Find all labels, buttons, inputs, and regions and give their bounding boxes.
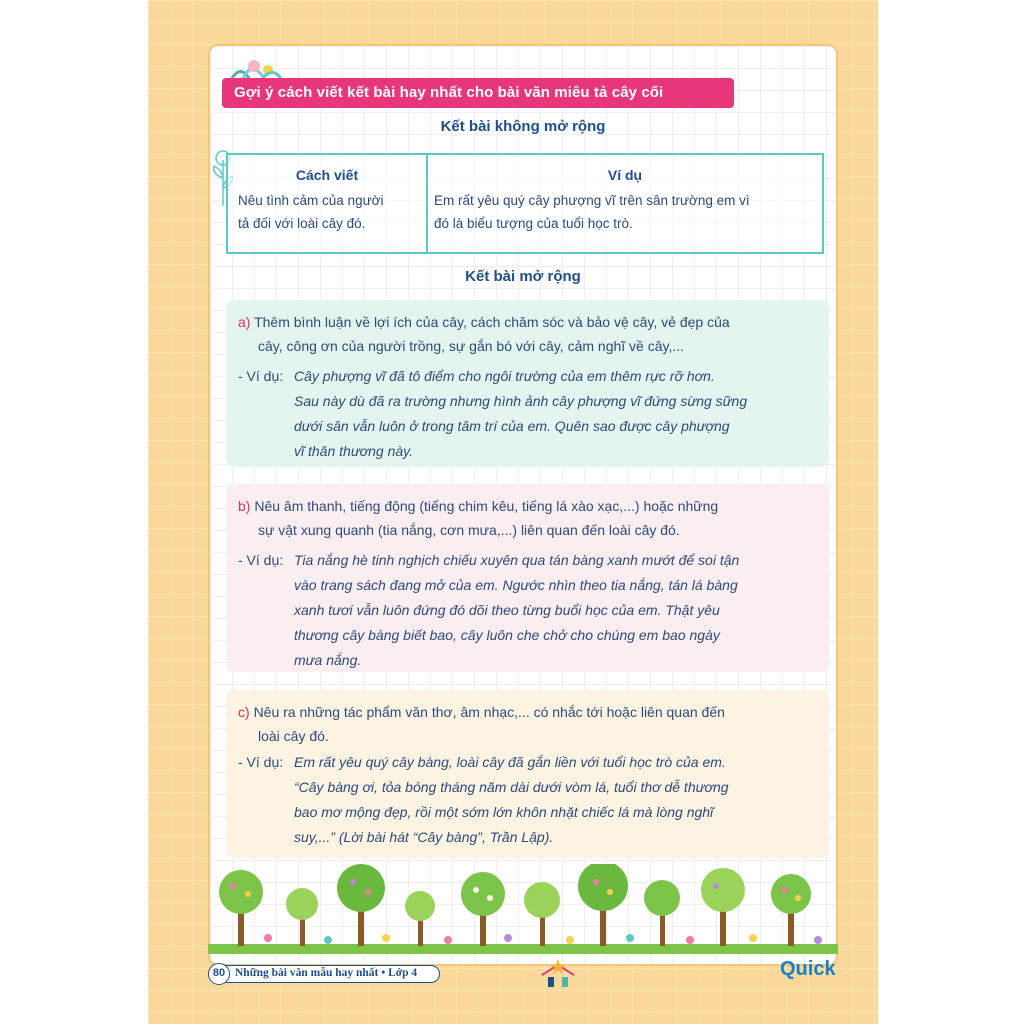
- example-line: vĩ thân thương này.: [294, 443, 414, 459]
- page-number: 80: [208, 963, 230, 985]
- method-line: tả đối với loài cây đó.: [238, 216, 366, 231]
- example-line: Em rất yêu quý cây phượng vĩ trên sân trường em vì: [434, 193, 750, 208]
- item-text: [238, 310, 815, 358]
- item-letter: b): [238, 498, 251, 514]
- example-row: [238, 548, 815, 673]
- star-icon: *: [716, 76, 722, 92]
- method-line: Nêu tình cảm của người: [238, 193, 384, 208]
- example-line: xanh tươi vẫn luôn đứng đó dõi theo từng buổi học của em. Thật yêu: [294, 602, 720, 618]
- item-text-line: Nêu âm thanh, tiếng động (tiếng chim kêu, tiếng lá xào xạc,...) hoặc những: [254, 498, 719, 514]
- page-title: Gợi ý cách viết kết bài hay nhất cho bài văn miêu tả cây cối: [222, 78, 734, 108]
- brand-logo-text: Quick: [780, 958, 836, 980]
- item-text-line: Thêm bình luận về lợi ích của cây, cách chăm sóc và bảo vệ cây, vẻ đẹp của: [254, 314, 730, 330]
- example-line: vào trang sách đang mở của em. Ngước nhìn theo tia nắng, tán lá bàng: [294, 577, 738, 593]
- example-label: - Ví dụ:: [238, 552, 284, 568]
- item-letter: a): [238, 314, 251, 330]
- example-line: Sau này dù đã ra trường nhưng hình ảnh cây phượng vĩ đứng sừng sững: [294, 393, 748, 409]
- example-line: Em rất yêu quý cây bàng, loài cây đã gắn liền với tuổi học trò của em.: [294, 754, 726, 770]
- item-text-line: sự vật xung quanh (tia nắng, cơn mưa,...) liên quan đến loài cây đó.: [258, 522, 680, 538]
- example-label: - Ví dụ:: [238, 754, 284, 770]
- item-text-line: cây, công ơn của người trồng, sự gắn bó với cây, cảm nghĩ về cây,...: [258, 338, 685, 354]
- extended-item-a: [226, 300, 829, 467]
- extended-item-b: [226, 484, 829, 672]
- heading-extended-ending: Kết bài mở rộng: [465, 268, 581, 285]
- heading-simple-ending: Kết bài không mở rộng: [440, 118, 606, 135]
- example-line: thương cây bàng biết bao, cây luôn che chở cho chúng em bao ngày: [294, 627, 720, 643]
- simple-ending-table: [226, 153, 824, 254]
- item-text: [238, 494, 815, 542]
- example-line: đó là biểu tượng của tuổi học trò.: [434, 216, 633, 231]
- item-text: [238, 700, 815, 748]
- example-line: suy,...” (Lời bài hát “Cây bàng”, Trần Lập).: [294, 829, 554, 845]
- method-cell: [238, 189, 383, 235]
- trees-illustration-icon: [208, 864, 838, 954]
- item-text-line: loài cây đó.: [258, 728, 329, 744]
- example-text: [294, 548, 739, 673]
- brand-logo: [780, 958, 836, 988]
- example-line: mưa nắng.: [294, 652, 362, 668]
- example-text: [294, 750, 729, 850]
- example-row: [238, 750, 815, 850]
- example-line: Tia nắng hè tinh nghịch chiếu xuyên qua tán bàng xanh mướt để soi tận: [294, 552, 740, 568]
- example-cell: [434, 189, 750, 235]
- item-letter: c): [238, 704, 250, 720]
- example-line: dưới sân vẫn luôn ở trong tâm trí của em. Quên sao được cây phượng: [294, 418, 730, 434]
- example-line: Cây phượng vĩ đã tô điểm cho ngôi trường của em thêm rực rỡ hơn.: [294, 368, 715, 384]
- example-label: - Ví dụ:: [238, 368, 284, 384]
- column-header-example: Ví dụ: [607, 167, 643, 183]
- example-row: [238, 364, 815, 464]
- example-line: “Cây bàng ơi, tỏa bóng tháng năm dài dưới vòm lá, tuổi thơ dễ thương: [294, 779, 729, 795]
- item-text-line: Nêu ra những tác phẩm văn thơ, âm nhạc,... có nhắc tới hoặc liên quan đến: [253, 704, 725, 720]
- publisher-logo-icon: [538, 955, 578, 989]
- column-header-method: Cách viết: [295, 167, 359, 183]
- extended-item-c: [226, 690, 829, 858]
- example-line: bao mơ mộng đẹp, rồi một sớm lớn khôn nhặt chiếc lá mà lòng nghĩ: [294, 804, 714, 820]
- example-text: [294, 364, 747, 464]
- book-title: Những bài văn mẫu hay nhất • Lớp 4: [224, 965, 440, 983]
